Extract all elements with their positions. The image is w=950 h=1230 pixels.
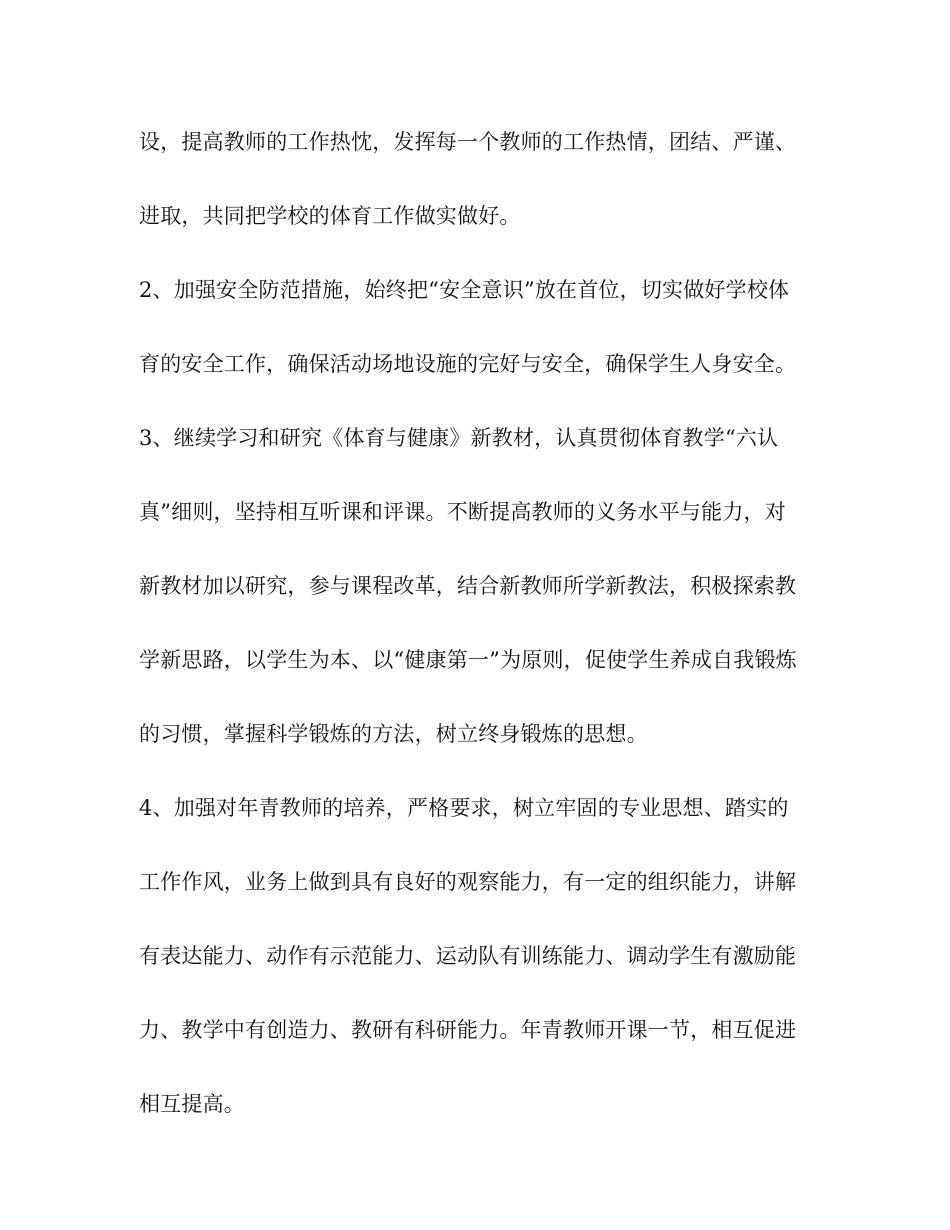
- paragraph-3-line-5: 的习惯，掌握科学锻炼的方法，树立终身锻炼的思想。: [139, 722, 648, 746]
- paragraph-2-line-1: 2、加强安全防范措施，始终把“安全意识”放在首位，切实做好学校体: [139, 278, 790, 302]
- paragraph-4-line-2: 工作作风，业务上做到具有良好的观察能力，有一定的组织能力，讲解: [139, 870, 797, 894]
- paragraph-2-line-2: 育的安全工作，确保活动场地设施的完好与安全，确保学生人身安全。: [139, 352, 797, 376]
- paragraph-1-line-1: 设，提高教师的工作热忱，发挥每一个教师的工作热情，团结、严谨、: [139, 130, 797, 154]
- paragraph-3-line-4: 学新思路，以学生为本、以“健康第一”为原则，促使学生养成自我锻炼: [139, 648, 797, 672]
- paragraph-3-line-2: 真”细则，坚持相互听课和评课。不断提高教师的义务水平与能力，对: [139, 500, 786, 524]
- paragraph-3-line-1: 3、继续学习和研究《体育与健康》新教材，认真贯彻体育教学“六认: [139, 426, 779, 450]
- paragraph-4-line-3: 有表达能力、动作有示范能力、运动队有训练能力、调动学生有激励能: [139, 944, 797, 968]
- paragraph-3-line-3: 新教材加以研究，参与课程改革，结合新教师所学新教法，积极探索教: [139, 574, 797, 598]
- paragraph-4-line-1: 4、加强对年青教师的培养，严格要求，树立牢固的专业思想、踏实的: [139, 796, 789, 820]
- paragraph-1-line-2: 进取，共同把学校的体育工作做实做好。: [139, 204, 521, 228]
- paragraph-4-line-4: 力、教学中有创造力、教研有科研能力。年青教师开课一节，相互促进: [139, 1018, 797, 1042]
- paragraph-4-line-5: 相互提高。: [139, 1092, 245, 1116]
